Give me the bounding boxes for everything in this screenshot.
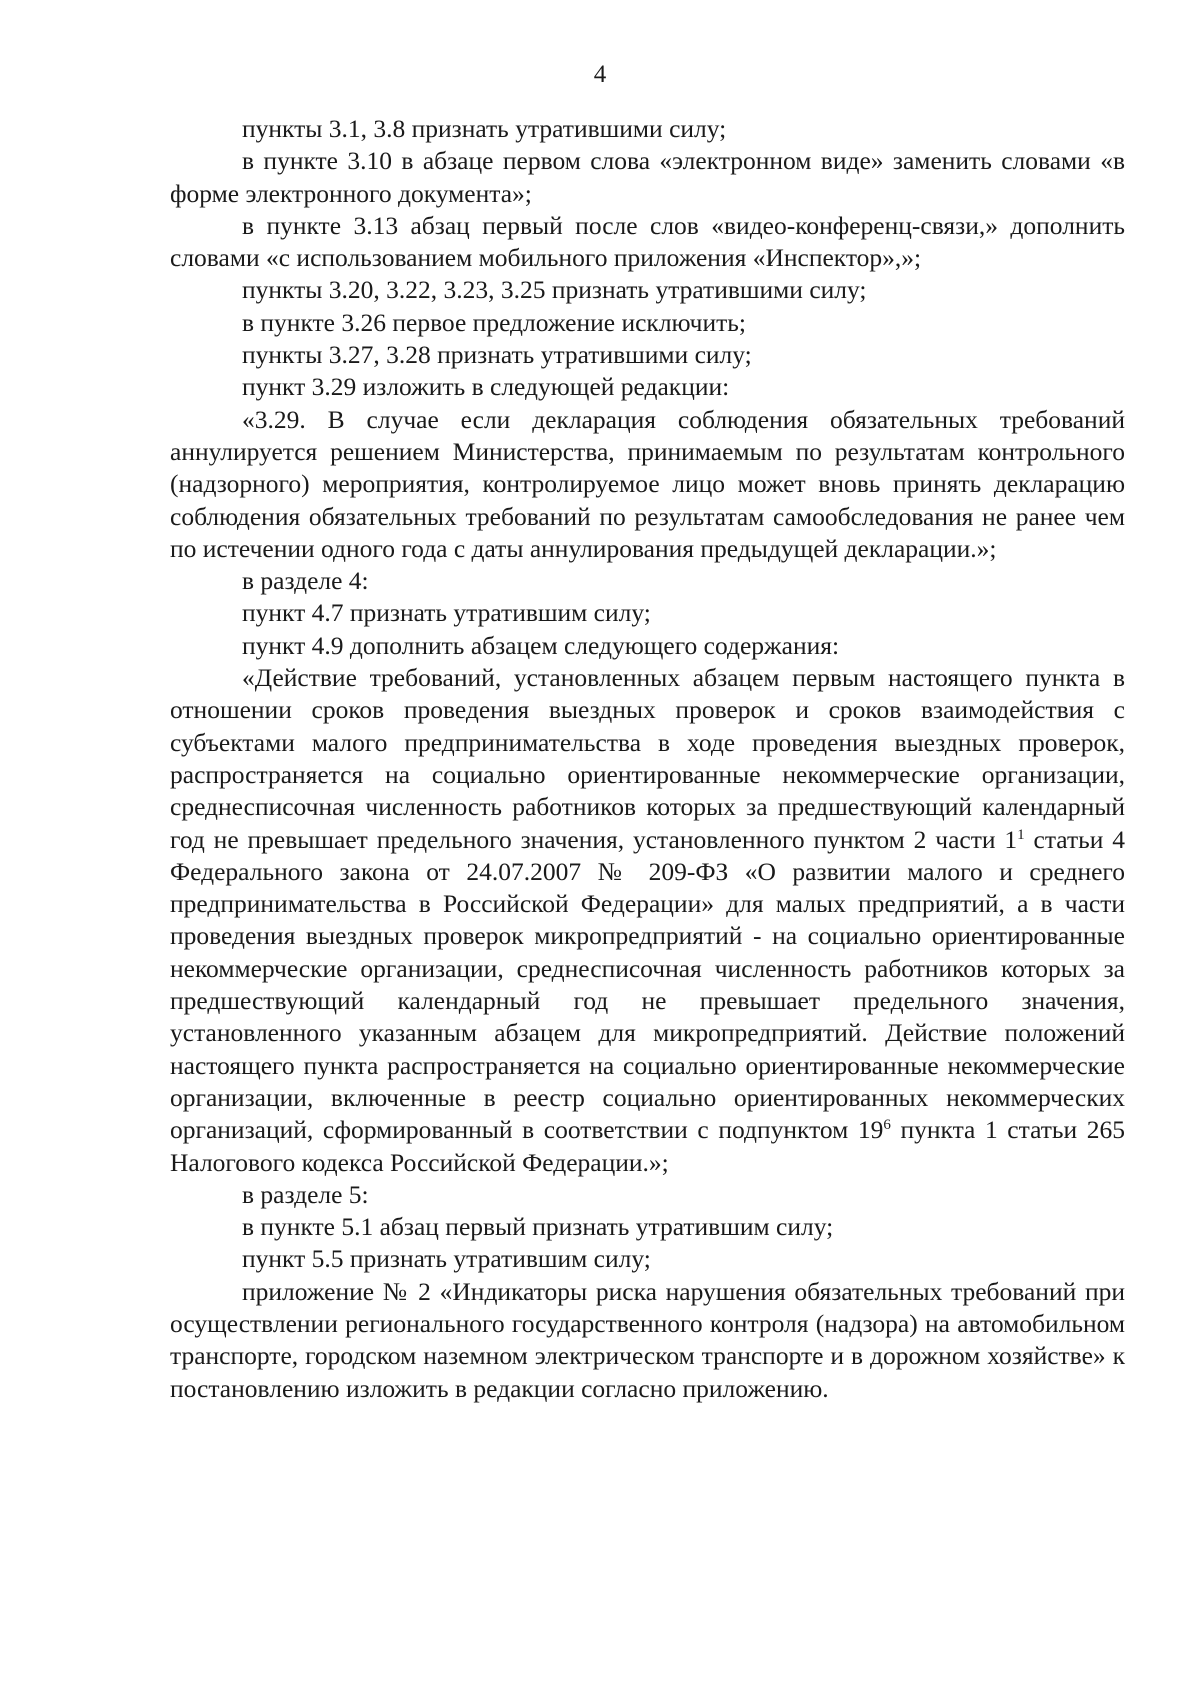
superscript: 1 xyxy=(1017,826,1025,843)
paragraph: пункт 4.9 дополнить абзацем следующего содержания: xyxy=(242,630,840,660)
paragraph: пункты 3.27, 3.28 признать утратившими силу; xyxy=(242,340,752,370)
paragraph: в пункте 3.13 абзац первый после слов «видео-конференц-связи,» дополнить словами «с использованием мобильного приложения «Инспектор»,»; xyxy=(170,210,1125,273)
paragraph: в пункте 3.26 первое предложение исключить; xyxy=(242,307,746,337)
paragraph: пункты 3.1, 3.8 признать утратившими силу; xyxy=(242,114,727,143)
quoted-paragraph xyxy=(170,662,1125,1179)
paragraph: в пункте 5.1 абзац первый признать утратившим силу; xyxy=(242,1212,834,1242)
page-number: 4 xyxy=(593,61,607,88)
paragraph: в пункте 3.10 в абзаце первом слова «электронном виде» заменить словами «в форме электронного документа»; xyxy=(170,146,1125,208)
paragraph: в разделе 4: xyxy=(242,566,369,596)
document-body xyxy=(170,113,1125,1405)
paragraph: пункты 3.20, 3.22, 3.23, 3.25 признать утратившими силу; xyxy=(242,275,867,305)
paragraph-text: статьи 4 Федерального закона от 24.07.2007 № 209-ФЗ «О развитии малого и среднего предпринимательства в Российской Федерации» для малых предприятий, а в части проведения выездных проверок микропредприятий - на социально ориентированные некоммерческие организации, среднесписочная численность работников которых за предшествующий календарный год не превышает предельного значения, установленного указанным абзацем для микропредприятий. Действие положений настоящего пункта распространяется на социально ориентированные некоммерческие организации, включенные в реестр социально ориентированных некоммерческих организаций, сформированный в соответствии с подпунктом 19 xyxy=(170,824,1125,1145)
superscript: 6 xyxy=(883,1117,891,1134)
paragraph: пункт 3.29 изложить в следующей редакции: xyxy=(242,372,730,402)
quoted-paragraph: «3.29. В случае если декларация соблюдения обязательных требований аннулируется решением Министерства, принимаемым по результатам контрольного (надзорного) мероприятия, контролируемое лицо может вновь принять декларацию соблюдения обязательных требований по результатам самообследования не ранее чем по истечении одного года с даты аннулирования предыдущей декларации.»; xyxy=(170,404,1125,563)
paragraph: пункт 4.7 признать утратившим силу; xyxy=(242,598,651,628)
paragraph-text: «Действие требований, установленных абзацем первым настоящего пункта в отношении сроков проведения выездных проверок и сроков взаимодействия с субъектами малого предпринимательства в ходе проведения выездных проверок, распространяется на социально ориентированные некоммерческие организации, среднесписочная численность работников которых за предшествующий календарный год не превышает предельного значения, установленного пунктом 2 части 1 xyxy=(170,663,1125,854)
paragraph-text: пункта 1 статьи 265 Налогового кодекса Российской Федерации.»; xyxy=(170,1115,1125,1177)
paragraph: в разделе 5: xyxy=(242,1179,369,1209)
paragraph: приложение № 2 «Индикаторы риска нарушения обязательных требований при осуществлении регионального государственного контроля (надзора) на автомобильном транспорте, городском наземном электрическом транспорте и в дорожном хозяйстве» к постановлению изложить в редакции согласно приложению. xyxy=(170,1276,1125,1403)
paragraph: пункт 5.5 признать утратившим силу; xyxy=(242,1244,651,1274)
